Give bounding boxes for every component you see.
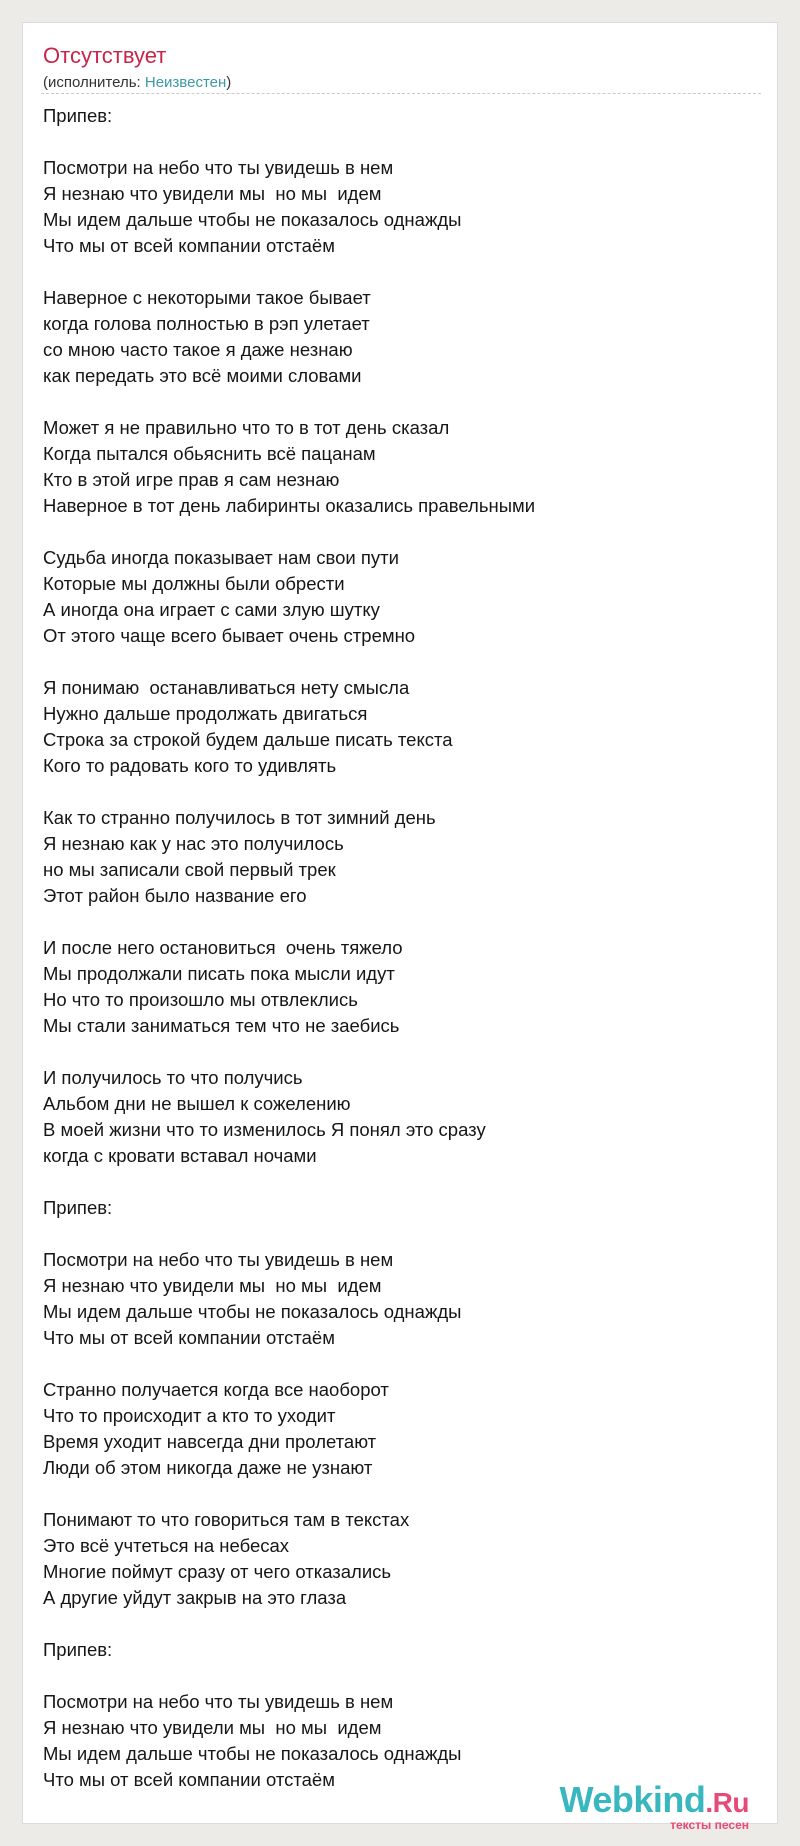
lyric-line: Мы продолжали писать пока мысли идут — [43, 963, 395, 984]
lyric-line: Мы стали заниматься тем что не заебись — [43, 1015, 400, 1036]
lyric-line: Нужно дальше продолжать двигаться — [43, 703, 368, 724]
lyric-line: Понимают то что говориться там в текстах — [43, 1509, 410, 1530]
lyric-line: Я понимаю останавливаться нету смысла — [43, 677, 410, 698]
lyric-line: В моей жизни что то изменилось Я понял это сразу — [43, 1119, 486, 1140]
lyric-line: Посмотри на небо что ты увидешь в нем — [43, 1249, 394, 1270]
song-title: Отсутствует — [43, 43, 167, 68]
lyric-line: Наверное в тот день лабиринты оказались правельными — [43, 495, 536, 516]
lyric-line: Но что то произошло мы отвлеклись — [43, 989, 358, 1010]
lyric-line: когда голова полностью в рэп улетает — [43, 313, 370, 334]
lyric-line: Как то странно получилось в тот зимний день — [43, 807, 436, 828]
lyric-line: Посмотри на небо что ты увидешь в нем — [43, 157, 394, 178]
stanza-break — [43, 1663, 757, 1689]
stanza-break — [43, 129, 757, 155]
lyric-line: Судьба иногда показывает нам свои пути — [43, 547, 399, 568]
lyric-line: Многие поймут сразу от чего отказались — [43, 1561, 392, 1582]
lyric-line: Посмотри на небо что ты увидешь в нем — [43, 1691, 394, 1712]
lyric-line: Что мы от всей компании отстаём — [43, 1327, 335, 1348]
lyric-line: Припев: — [43, 1197, 113, 1218]
lyric-line: А другие уйдут закрыв на это глаза — [43, 1587, 347, 1608]
lyric-line: со мною часто такое я даже незнаю — [43, 339, 353, 360]
lyric-line: Мы идем дальше чтобы не показалось однажды — [43, 1301, 462, 1322]
lyric-line: Что мы от всей компании отстаём — [43, 235, 335, 256]
lyric-line: Строка за строкой будем дальше писать текста — [43, 729, 453, 750]
lyric-line: Кто в этой игре прав я сам незнаю — [43, 469, 340, 490]
lyric-line: Я незнаю что увидели мы но мы идем — [43, 1275, 382, 1296]
lyrics-text — [43, 103, 757, 1793]
stanza-break — [43, 389, 757, 415]
stanza-break — [43, 1481, 757, 1507]
lyric-line: И получилось то что получись — [43, 1067, 303, 1088]
lyric-line: Что мы от всей компании отстаём — [43, 1769, 335, 1790]
lyric-line: Может я не правильно что то в тот день сказал — [43, 417, 450, 438]
lyrics-card — [22, 22, 778, 1832]
title-divider — [41, 93, 761, 94]
lyric-line: Этот район было название его — [43, 885, 307, 906]
lyric-line: Что то происходит а кто то уходит — [43, 1405, 336, 1426]
lyric-line: Люди об этом никогда даже не узнают — [43, 1457, 373, 1478]
lyric-line: Наверное с некоторыми такое бывает — [43, 287, 371, 308]
artist-prefix: (исполнитель: — [43, 74, 145, 91]
stanza-break — [43, 1169, 757, 1195]
lyric-line: как передать это всё моими словами — [43, 365, 362, 386]
lyric-line: Которые мы должны были обрести — [43, 573, 345, 594]
artist-suffix: ) — [226, 74, 232, 91]
logo-main: Webkind — [559, 1779, 706, 1820]
lyric-line: когда с кровати вставал ночами — [43, 1145, 317, 1166]
lyric-line: И после него остановиться очень тяжело — [43, 937, 403, 958]
stanza-break — [43, 1039, 757, 1065]
logo-tld: .Ru — [705, 1787, 749, 1818]
logo-tagline: тексты песен — [670, 1818, 749, 1832]
lyric-line: Мы идем дальше чтобы не показалось однажды — [43, 1743, 462, 1764]
lyric-line: Мы идем дальше чтобы не показалось однажды — [43, 209, 462, 230]
lyric-line: Припев: — [43, 105, 113, 126]
stanza-break — [43, 1351, 757, 1377]
lyric-line: Когда пытался обьяснить всё пацанам — [43, 443, 376, 464]
lyric-line: А иногда она играет с сами злую шутку — [43, 599, 380, 620]
lyric-line: Время уходит навсегда дни пролетают — [43, 1431, 377, 1452]
lyric-line: От этого чаще всего бывает очень стремно — [43, 625, 416, 646]
stanza-break — [43, 909, 757, 935]
lyric-line: но мы записали свой первый трек — [43, 859, 336, 880]
stanza-break — [43, 649, 757, 675]
lyric-line: Я незнаю что увидели мы но мы идем — [43, 183, 382, 204]
lyric-line: Припев: — [43, 1639, 113, 1660]
stanza-break — [43, 259, 757, 285]
stanza-break — [43, 1611, 757, 1637]
logo-wordmark — [559, 1779, 749, 1821]
lyric-line: Странно получается когда все наоборот — [43, 1379, 389, 1400]
lyric-line: Я незнаю как у нас это получилось — [43, 833, 344, 854]
lyric-line: Альбом дни не вышел к сожелению — [43, 1093, 351, 1114]
stanza-break — [43, 779, 757, 805]
artist-link[interactable]: Неизвестен — [144, 74, 227, 91]
lyric-line: Кого то радовать кого то удивлять — [43, 755, 337, 776]
site-logo[interactable] — [559, 1779, 749, 1832]
lyric-line: Я незнаю что увидели мы но мы идем — [43, 1717, 382, 1738]
lyric-line: Это всё учтеться на небесах — [43, 1535, 290, 1556]
stanza-break — [43, 1221, 757, 1247]
artist-line — [43, 73, 231, 93]
stanza-break — [43, 519, 757, 545]
